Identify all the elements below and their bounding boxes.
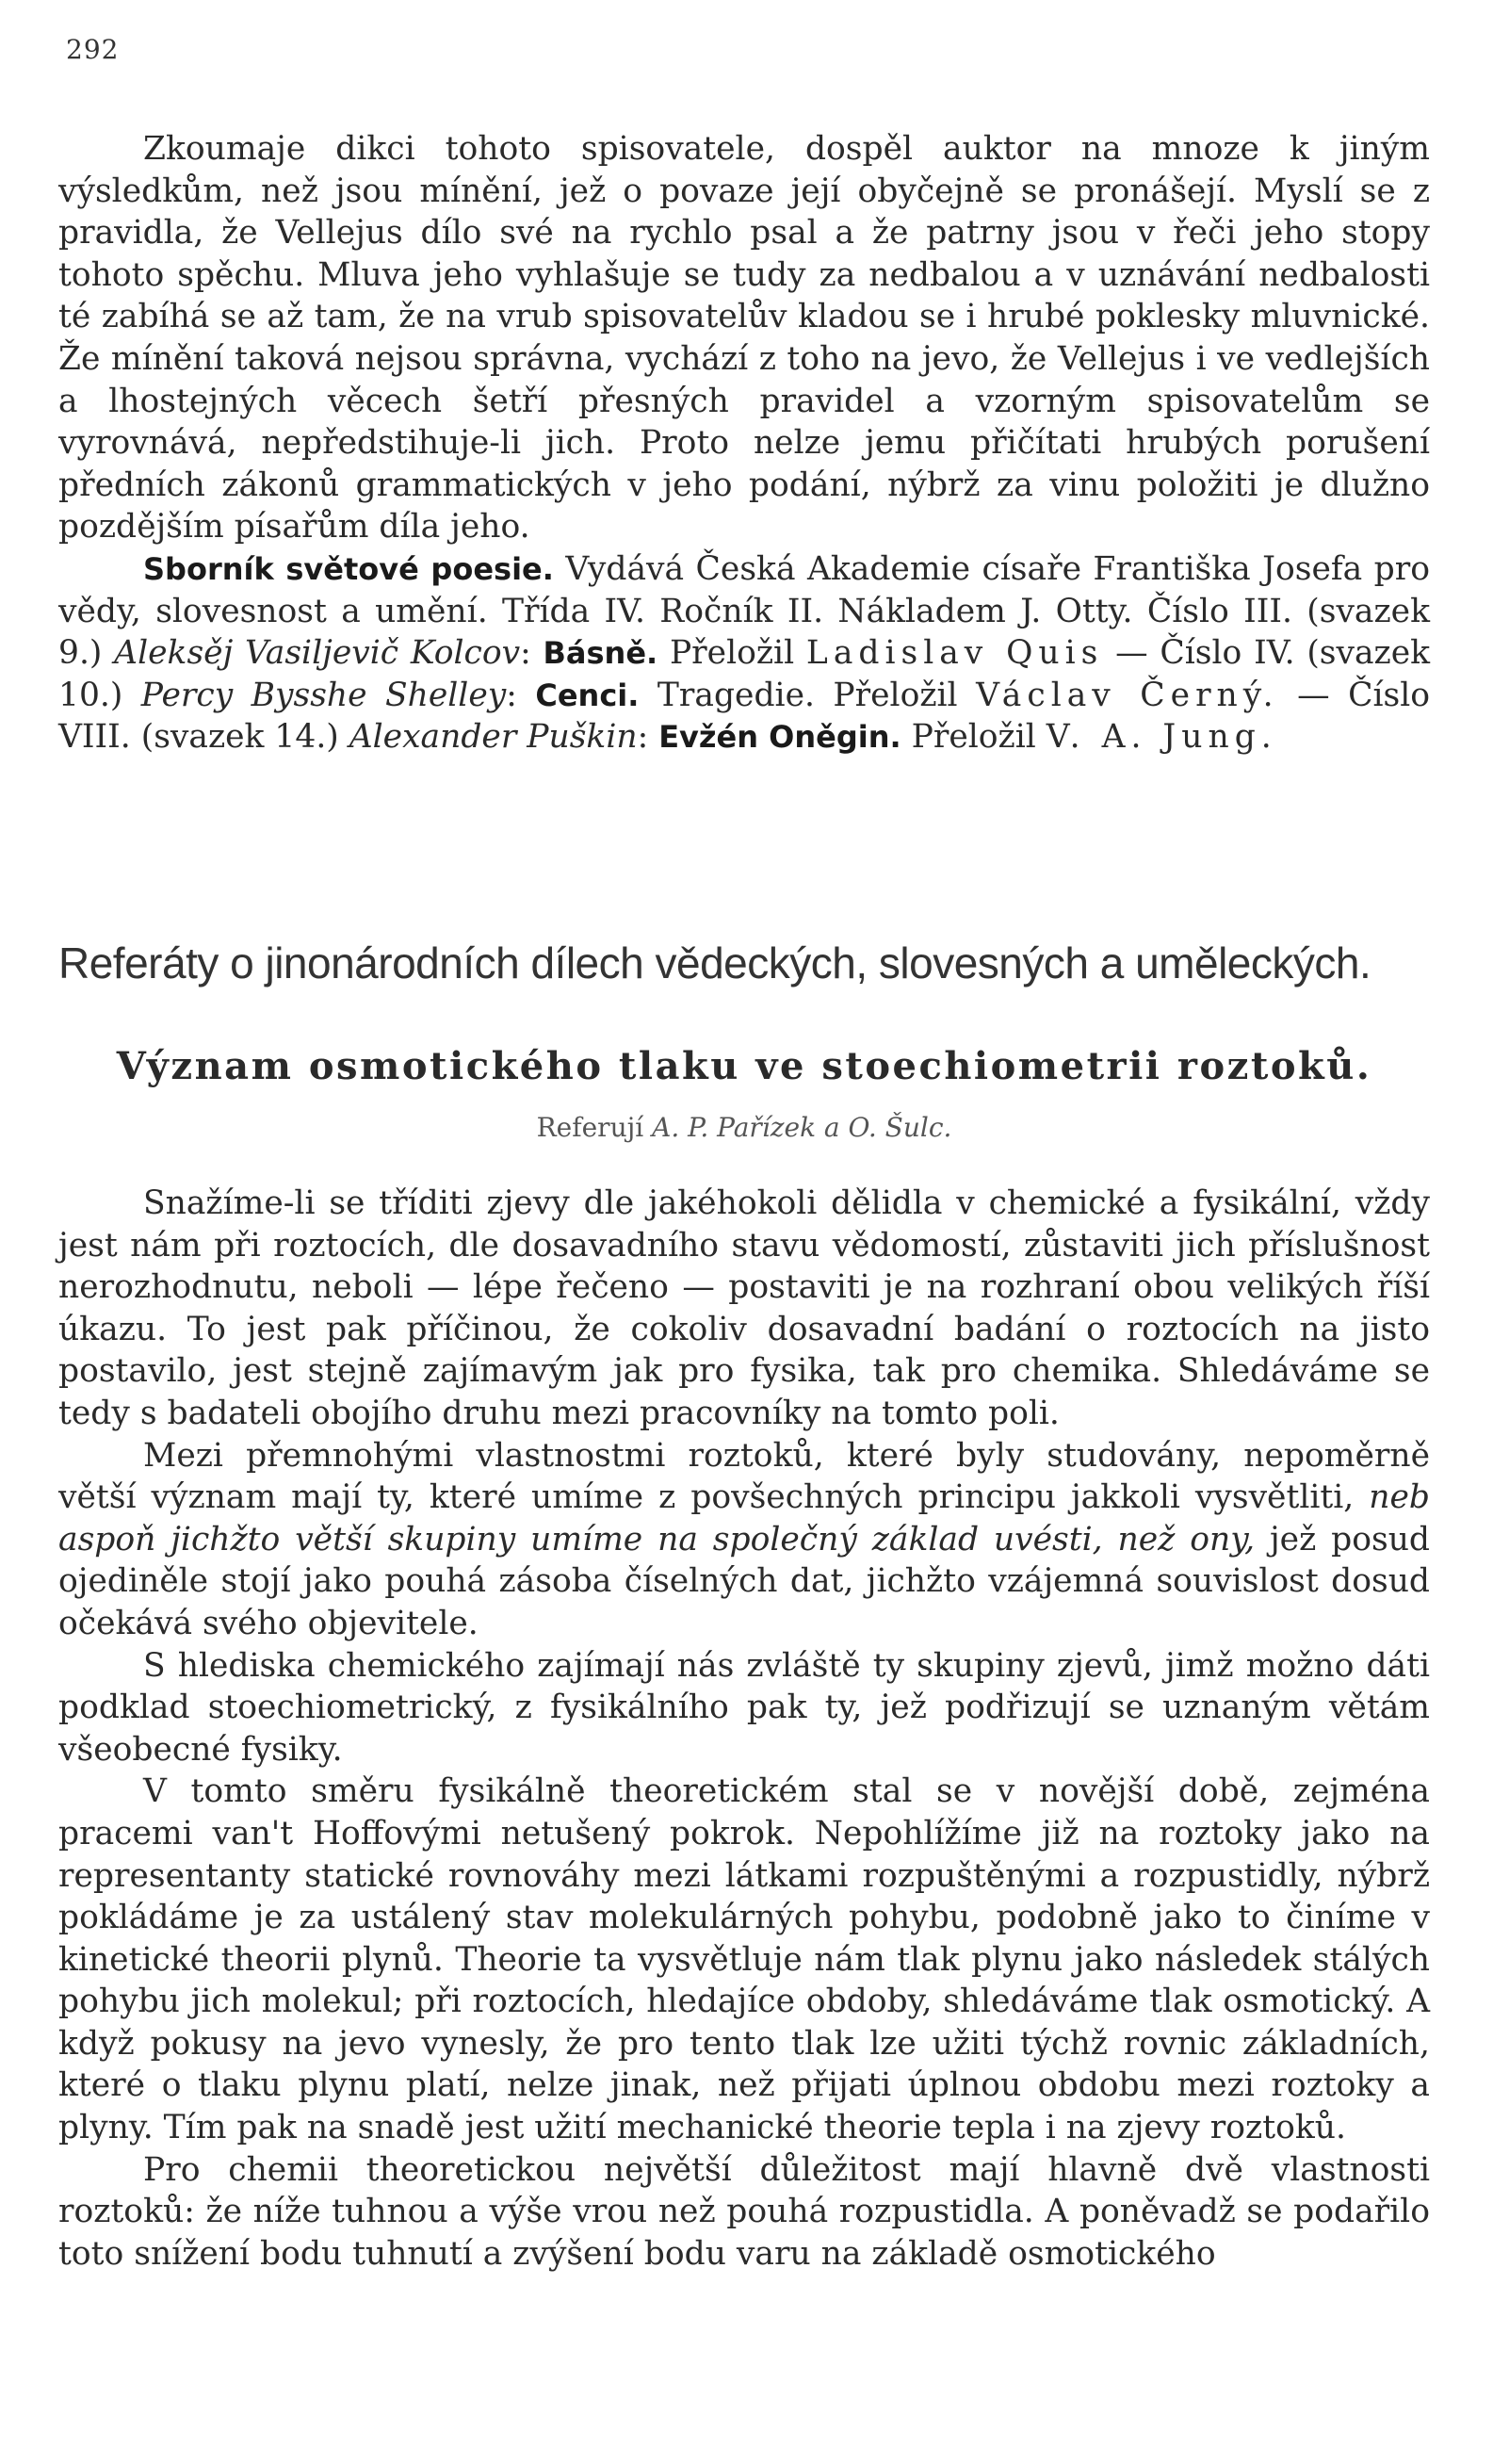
separator-1: — Číslo IV. (svazek 10.) <box>58 634 1431 714</box>
colon-1: : <box>520 634 531 673</box>
article-title: Význam osmotického tlaku ve stoechiometrii roztoků. <box>116 1044 1372 1088</box>
translated-by-3: Přeložil <box>911 718 1036 757</box>
work-basne: Básně. <box>543 635 658 672</box>
author-kolcov: Aleksěj Vasiljevič Kolcov <box>114 634 521 673</box>
article-paragraph-2 <box>58 1435 1430 1645</box>
work-evzen-onegin: Evžén Oněgin. <box>658 719 901 756</box>
author-puskin: Alexander Puškin <box>349 718 638 757</box>
byline-prefix: Referují <box>536 1112 644 1143</box>
paragraph-2-end: jež posud ojediněle stojí jako pouhá zásoba číselných dat, jichžto vzájemná souvislost dosud očekává svého objevitele. <box>58 1520 1431 1642</box>
separator-2: — Číslo VIII. (svazek 14.) <box>58 676 1431 757</box>
paragraph-2-start: Mezi přemnohými vlastnostmi roztoků, které byly studovány, nepoměrně větší význam mají ty, které umíme z povšechných principu jakkoli vysvětliti, <box>58 1436 1430 1517</box>
article-byline <box>58 1112 1430 1143</box>
byline-authors: A. P. Pařízek a O. Šulc. <box>652 1112 952 1143</box>
article-body <box>58 1183 1430 2275</box>
article-paragraph-3: S hlediska chemického zajímají nás zvláště ty skupiny zjevů, jimž možno dáti podklad stoechiometrický, z fysikálního pak ty, jež podřizují se uznaným větám všeobecné fysiky. <box>58 1646 1430 1769</box>
upper-text-block <box>58 128 1430 759</box>
article-paragraph-4: V tomto směru fysikálně theoretickém stal se v novější době, zejména pracemi van't Hoffovými netušený pokrok. Nepohlížíme již na roztoky jako na representanty statické rovnováhy mezi látkami rozpuštěnými a rozpustidly, nýbrž pokládáme je za ustálený stav molekulárných pohybu, podobně jako to činíme v kinetické theorii plynů. Theorie ta vysvětluje nám tlak plynu jako následek stálých pohybu jich molekul; při roztocích, hledajíce obdoby, shledáváme tlak osmotický. A když pokusy na jevo vynesly, že pro tento tlak lze užiti týchž rovnic základních, které o tlaku plynu platí, nelze jinak, než přijati úplnou obdobu mezi roztoky a plyny. Tím pak na snadě jest užití mechanické theorie tepla i na zjevy roztoků. <box>58 1772 1430 2147</box>
translator-jung: V. A. Jung. <box>1046 718 1277 757</box>
author-shelley: Percy Bysshe Shelley <box>140 676 507 714</box>
translator-cerny: Václav Černý. <box>976 676 1279 714</box>
intro-paragraph: Zkoumaje dikci tohoto spisovatele, dospěl auktor na mnoze k jiným výsledkům, než jsou mínění, jež o povaze její obyčejně se pronášejí. Myslí se z pravidla, že Vellejus dílo své na rychlo psal a že patrny jsou v řeči jeho stopy tohoto spěchu. Mluva jeho vyhlašuje se tudy za nedbalou a v uznávání nedbalosti té zabíhá se až tam, že na vrub spisovatelův kladou se i hrubé poklesky mluvnické. Že mínění taková nejsou správna, vychází z toho na jevo, že Vellejus i ve vedlejších a lhostejných věcech šetří přesných pravidel a vzorným spisovatelům se vyrovnává, nepředstihuje-li jich. Proto nelze jemu přičítati hrubých porušení předních zákonů grammatických v jeho podání, nýbrž za vinu položiti je dlužno pozdějším písařům díla jeho. <box>58 130 1430 547</box>
sbornik-title: Sborník světové poesie. <box>143 550 554 587</box>
page-number: 292 <box>66 34 120 65</box>
translator-quis: Ladislav Quis <box>805 634 1104 673</box>
paragraph-2-italic: neb aspoň jichžto větší skupiny umíme na společný základ uvésti, než ony, <box>58 1478 1431 1558</box>
section-heading: Referáty o jinonárodních dílech vědeckých, slovesných a uměleckých. <box>58 938 1371 987</box>
translated-by-1: Přeložil <box>669 634 795 673</box>
colon-2: : <box>506 676 517 714</box>
sbornik-paragraph <box>58 548 1430 759</box>
work-cenci: Cenci. <box>535 677 640 713</box>
article-paragraph-5: Pro chemii theoretickou největší důležitost mají hlavně dvě vlastnosti roztoků: že níže tuhnou a výše vrou než pouhá rozpustidla. A poněvadž se podařilo toto snížení bodu tuhnutí a zvýšení bodu varu na základě osmotického <box>58 2150 1430 2273</box>
colon-3: : <box>637 718 649 757</box>
sbornik-publisher: Vydává Česká Akademie císaře Františka Josefa pro vědy, slovesnost a umění. Třída IV. Ročník II. Nákladem J. Otty. Číslo III. (svazek 9.) <box>58 549 1431 673</box>
article-paragraph-1: Snažíme-li se tříditi zjevy dle jakéhokoli dělidla v chemické a fysikální, vždy jest nám při roztocích, dle dosavadního stavu vědomostí, zůstaviti jich příslušnost nerozhodnutu, neboli — lépe řečeno — postaviti je na rozhraní obou velikých říší úkazu. To jest pak příčinou, že cokoliv dosavadní badání o roztocích na jisto postavilo, jest stejně zajímavým jak pro fysika, tak pro chemika. Shledáváme se tedy s badateli obojího druhu mezi pracovníky na tomto poli. <box>58 1184 1430 1432</box>
genre-tragedie: Tragedie. Přeložil <box>657 676 958 714</box>
